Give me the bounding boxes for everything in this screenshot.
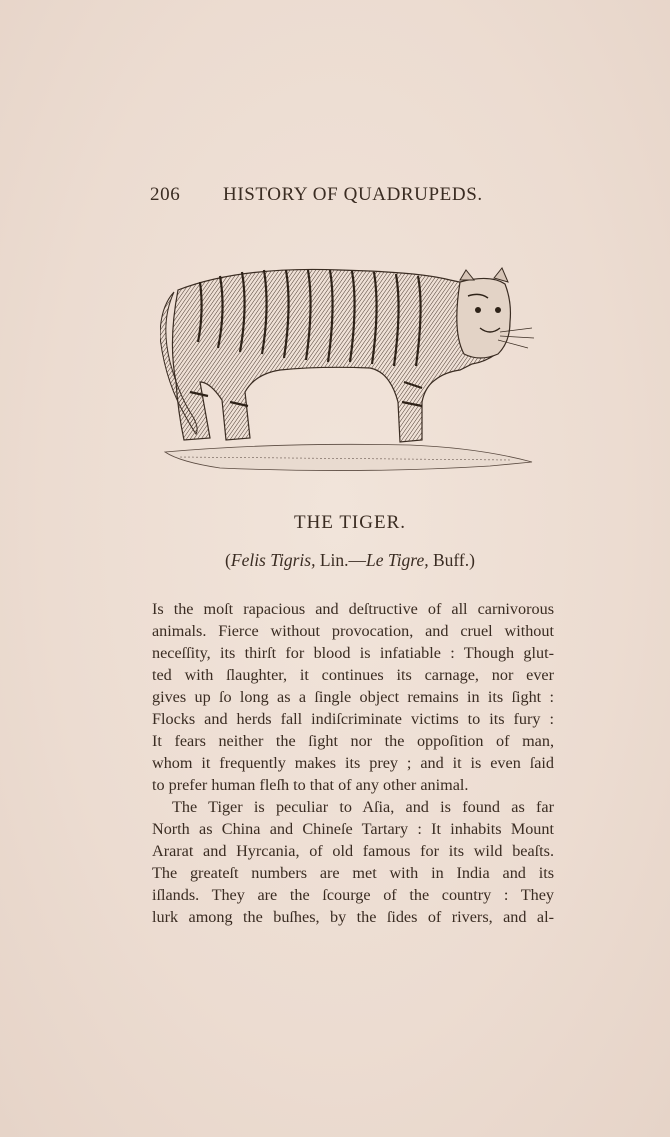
text-line: Flocks and herds fall indiſcriminate victims to its fury : <box>152 710 554 728</box>
section-subtitle <box>0 550 670 571</box>
page-number: 206 <box>150 184 181 205</box>
subtitle-authority-buffon: Buff.) <box>428 550 475 570</box>
text-line: iſlands. They are the ſcourge of the country : They <box>152 886 554 904</box>
tiger-illustration <box>160 262 540 482</box>
text-line: to prefer human fleſh to that of any other animal. <box>152 776 469 794</box>
tiger-engraving-icon <box>160 262 540 482</box>
text-line: neceſſity, its thirſt for blood is infatiable : Though glut- <box>152 644 554 662</box>
running-title: HISTORY OF QUADRUPEDS. <box>223 184 483 205</box>
text-line: The Tiger is peculiar to Aſia, and is found as far <box>172 798 554 816</box>
subtitle-open: ( <box>225 550 231 570</box>
text-line: whom it frequently makes its prey ; and it is even ſaid <box>152 754 554 772</box>
text-line: Is the moſt rapacious and deſtructive of all carnivorous <box>152 600 554 618</box>
subtitle-french-name: Le Tigre, <box>366 550 429 570</box>
text-line: ted with ſlaughter, it continues its carnage, nor ever <box>152 666 554 684</box>
subtitle-authority-linnaeus: Lin.— <box>315 550 367 570</box>
text-line: animals. Fierce without provocation, and cruel without <box>152 622 554 640</box>
text-line: North as China and Chineſe Tartary : It inhabits Mount <box>152 820 554 838</box>
text-line: gives up ſo long as a ſingle object remains in its ſight : <box>152 688 554 706</box>
text-line: Ararat and Hyrcania, of old famous for its wild beaſts. <box>152 842 554 860</box>
text-line: lurk among the buſhes, by the ſides of rivers, and al- <box>152 908 554 926</box>
text-line: The greateſt numbers are met with in India and its <box>152 864 554 882</box>
section-title: THE TIGER. <box>293 512 407 533</box>
text-line: It fears neither the ſight nor the oppoſition of man, <box>152 732 554 750</box>
subtitle-latin-name: Felis Tigris, <box>230 550 316 570</box>
body-text <box>152 598 554 928</box>
